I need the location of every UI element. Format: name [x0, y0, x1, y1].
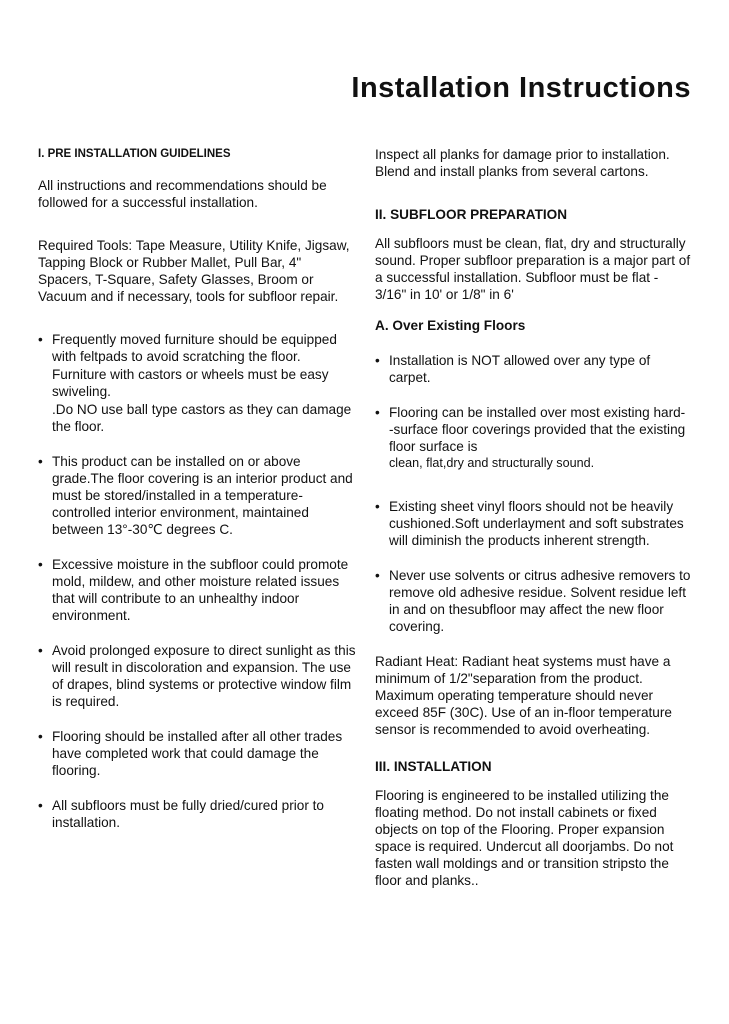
bullet-line: • Frequently moved furniture should be equipped with feltpads to avoid scratching the floor.	[52, 332, 337, 364]
bullet-sunlight	[38, 642, 358, 710]
subfloor-heading: II. SUBFLOOR PREPARATION	[375, 207, 568, 222]
bullet-furniture	[38, 331, 358, 435]
bullet-text: • Existing sheet vinyl floors should not be heavily cushioned.Soft underlayment and soft substrates will diminish the products inherent strength.	[389, 499, 684, 548]
bullet-text: • Never use solvents or citrus adhesive removers to remove old adhesive residue. Solvent residue left in and on thesubfloor may affect the new floor covering.	[389, 568, 691, 634]
bullet-text-small: clean, flat,dry and structurally sound.	[389, 456, 595, 470]
left-column	[38, 146, 358, 849]
bullet-trades	[38, 728, 358, 779]
bullet-moisture	[38, 556, 358, 624]
pre-installation-heading: I. PRE INSTALLATION GUIDELINES	[38, 148, 231, 160]
bullet-text: • Installation is NOT allowed over any type of carpet.	[389, 353, 651, 385]
bullet-line: Furniture with castors or wheels must be easy swiveling.	[52, 367, 329, 399]
bullet-line: .Do NO use ball type castors as they can damage the floor.	[52, 402, 352, 434]
bullet-carpet	[375, 352, 693, 386]
bullet-line: • Avoid prolonged exposure to direct sunlight as this will result in discoloration and expansion. The use of drapes, blind systems or protective window film is required.	[52, 643, 356, 709]
subfloor-paragraph: All subfloors must be clean, flat, dry and structurally sound. Proper subfloor preparation is a major part of a successful installation. Subfloor must be flat - 3/16" in 10' or 1/8" in 6'	[375, 236, 691, 302]
radiant-heat-paragraph: Radiant Heat: Radiant heat systems must have a minimum of 1/2"separation from the product. Maximum operating temperature should never exceed 85F (30C). Use of an in-floor temperature sensor is recommended to avoid overheating.	[375, 654, 672, 737]
right-column	[375, 146, 693, 889]
bullet-solvents	[375, 567, 693, 635]
page-title: Installation Instructions	[351, 72, 691, 104]
blend-paragraph: Blend and install planks from several cartons.	[375, 164, 649, 179]
bullet-hard-surface	[375, 404, 693, 472]
bullet-line: • This product can be installed on or above grade.The floor covering is an interior product and must be stored/installed in a temperature-controlled interior environment, maintained between 13°-30℃ degrees C.	[52, 454, 353, 537]
required-tools-paragraph: Required Tools: Tape Measure, Utility Knife, Jigsaw, Tapping Block or Rubber Mallet, Pull Bar, 4" Spacers, T-Square, Safety Glasses, Broom or Vacuum and if necessary, tools for subfloor repair.	[38, 238, 350, 304]
bullet-subfloors-cured	[38, 797, 358, 831]
bullet-line: • Flooring should be installed after all other trades have completed work that could damage the flooring.	[52, 729, 343, 778]
installation-paragraph: Flooring is engineered to be installed utilizing the floating method. Do not install cabinets or fixed objects on top of the Flooring. Proper expansion space is required. Undercut all doorjambs. Do not fasten wall moldings and or transition stripsto the floor and planks..	[375, 788, 674, 888]
bullet-sheet-vinyl	[375, 498, 693, 549]
bullet-line: • All subfloors must be fully dried/cured prior to installation.	[52, 798, 324, 830]
bullet-grade	[38, 453, 358, 538]
existing-floors-heading: A. Over Existing Floors	[375, 318, 526, 333]
inspect-paragraph: Inspect all planks for damage prior to installation.	[375, 147, 670, 162]
intro-paragraph: All instructions and recommendations should be followed for a successful installation.	[38, 178, 327, 210]
installation-heading: III. INSTALLATION	[375, 759, 492, 774]
bullet-line: • Excessive moisture in the subfloor could promote mold, mildew, and other moisture related issues that will contribute to an unhealthy indoor environment.	[52, 557, 349, 623]
bullet-text: • Flooring can be installed over most existing hard- -surface floor coverings provided that the existing floor surface is	[389, 405, 686, 454]
